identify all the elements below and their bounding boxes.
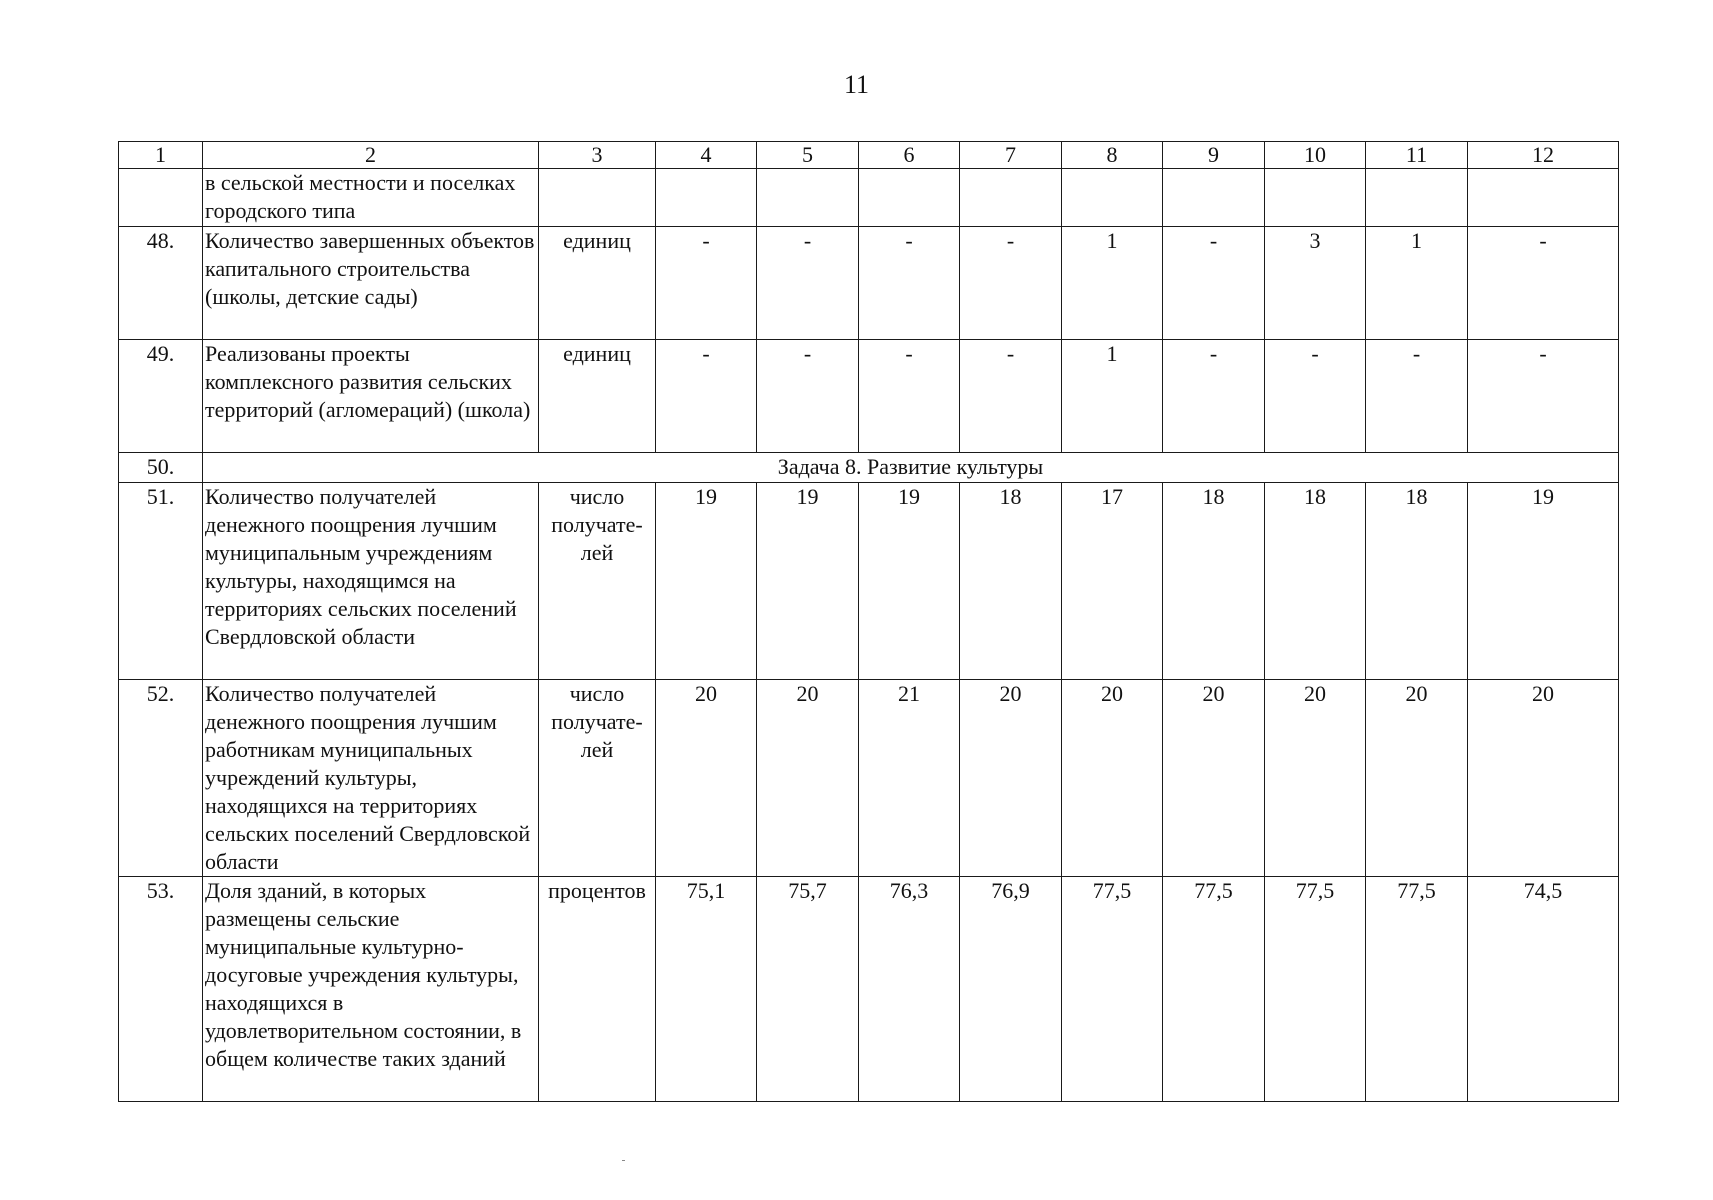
- header-cell: 8: [1062, 142, 1163, 169]
- value-cell: [960, 169, 1062, 227]
- value-cell: [757, 169, 859, 227]
- unit-cell: единиц: [539, 227, 656, 340]
- indicator-name: Реализованы проекты комплексного развития сельских территорий (агломераций) (школа): [203, 340, 539, 453]
- indicator-name: Доля зданий, в которых размещены сельские муниципальные культурно-досуговые учреждения культуры, находящихся в удовлетворительном состоянии, в общем количестве таких зданий: [203, 877, 539, 1102]
- value-cell: 75,1: [656, 877, 757, 1102]
- value-cell: [656, 169, 757, 227]
- value-cell: -: [1163, 340, 1265, 453]
- value-cell: -: [1468, 227, 1619, 340]
- value-cell: -: [1265, 340, 1366, 453]
- row-number: 50.: [119, 453, 203, 483]
- value-cell: [1265, 169, 1366, 227]
- value-cell: [1468, 169, 1619, 227]
- indicators-table: [118, 141, 1619, 1102]
- value-cell: [1366, 169, 1468, 227]
- header-cell: 1: [119, 142, 203, 169]
- value-cell: 77,5: [1366, 877, 1468, 1102]
- value-cell: 77,5: [1163, 877, 1265, 1102]
- row-number: 53.: [119, 877, 203, 1102]
- value-cell: 19: [656, 483, 757, 680]
- value-cell: -: [1366, 340, 1468, 453]
- value-cell: -: [656, 227, 757, 340]
- row-number: 51.: [119, 483, 203, 680]
- value-cell: 1: [1062, 227, 1163, 340]
- header-cell: 2: [203, 142, 539, 169]
- value-cell: 18: [1163, 483, 1265, 680]
- value-cell: 74,5: [1468, 877, 1619, 1102]
- row-number: [119, 169, 203, 227]
- value-cell: 18: [1366, 483, 1468, 680]
- value-cell: 21: [859, 680, 960, 877]
- value-cell: 1: [1366, 227, 1468, 340]
- scan-speck: [622, 1160, 625, 1161]
- value-cell: 77,5: [1265, 877, 1366, 1102]
- value-cell: -: [859, 227, 960, 340]
- header-row: [119, 142, 1619, 169]
- header-cell: 6: [859, 142, 960, 169]
- task-title: Задача 8. Развитие культуры: [203, 453, 1619, 483]
- table-row: [119, 169, 1619, 227]
- header-cell: 9: [1163, 142, 1265, 169]
- value-cell: -: [757, 340, 859, 453]
- header-cell: 11: [1366, 142, 1468, 169]
- value-cell: -: [757, 227, 859, 340]
- value-cell: 19: [1468, 483, 1619, 680]
- header-cell: 12: [1468, 142, 1619, 169]
- value-cell: [859, 169, 960, 227]
- value-cell: -: [960, 340, 1062, 453]
- unit-cell: число получате-лей: [539, 680, 656, 877]
- value-cell: 19: [859, 483, 960, 680]
- unit-cell: число получате-лей: [539, 483, 656, 680]
- row-number: 49.: [119, 340, 203, 453]
- row-number: 48.: [119, 227, 203, 340]
- value-cell: 1: [1062, 340, 1163, 453]
- value-cell: -: [1468, 340, 1619, 453]
- value-cell: 76,3: [859, 877, 960, 1102]
- value-cell: [1062, 169, 1163, 227]
- table-row: [119, 340, 1619, 453]
- value-cell: 76,9: [960, 877, 1062, 1102]
- value-cell: [1163, 169, 1265, 227]
- indicator-name: Количество получателей денежного поощрения лучшим муниципальным учреждениям культуры, находящимся на территориях сельских поселений Свердловской области: [203, 483, 539, 680]
- unit-cell: процентов: [539, 877, 656, 1102]
- value-cell: -: [960, 227, 1062, 340]
- value-cell: 18: [1265, 483, 1366, 680]
- indicator-name: Количество завершенных объектов капитального строительства (школы, детские сады): [203, 227, 539, 340]
- header-cell: 10: [1265, 142, 1366, 169]
- table-row: [119, 877, 1619, 1102]
- row-number: 52.: [119, 680, 203, 877]
- value-cell: 77,5: [1062, 877, 1163, 1102]
- value-cell: 3: [1265, 227, 1366, 340]
- header-cell: 4: [656, 142, 757, 169]
- value-cell: 20: [757, 680, 859, 877]
- header-cell: 5: [757, 142, 859, 169]
- table-row: [119, 227, 1619, 340]
- value-cell: 17: [1062, 483, 1163, 680]
- value-cell: 20: [656, 680, 757, 877]
- page-number: 11: [843, 70, 870, 99]
- header-cell: 7: [960, 142, 1062, 169]
- value-cell: 75,7: [757, 877, 859, 1102]
- value-cell: -: [859, 340, 960, 453]
- table-row: [119, 680, 1619, 877]
- unit-cell: [539, 169, 656, 227]
- value-cell: 18: [960, 483, 1062, 680]
- value-cell: 20: [1468, 680, 1619, 877]
- value-cell: 20: [1366, 680, 1468, 877]
- header-cell: 3: [539, 142, 656, 169]
- value-cell: 19: [757, 483, 859, 680]
- value-cell: -: [1163, 227, 1265, 340]
- indicator-name: в сельской местности и поселках городского типа: [203, 169, 539, 227]
- value-cell: 20: [1062, 680, 1163, 877]
- value-cell: 20: [1265, 680, 1366, 877]
- indicator-name: Количество получателей денежного поощрения лучшим работникам муниципальных учреждений культуры, находящихся на территориях сельских поселений Свердловской области: [203, 680, 539, 877]
- value-cell: 20: [960, 680, 1062, 877]
- task-row: [119, 453, 1619, 483]
- unit-cell: единиц: [539, 340, 656, 453]
- table-row: [119, 483, 1619, 680]
- value-cell: -: [656, 340, 757, 453]
- value-cell: 20: [1163, 680, 1265, 877]
